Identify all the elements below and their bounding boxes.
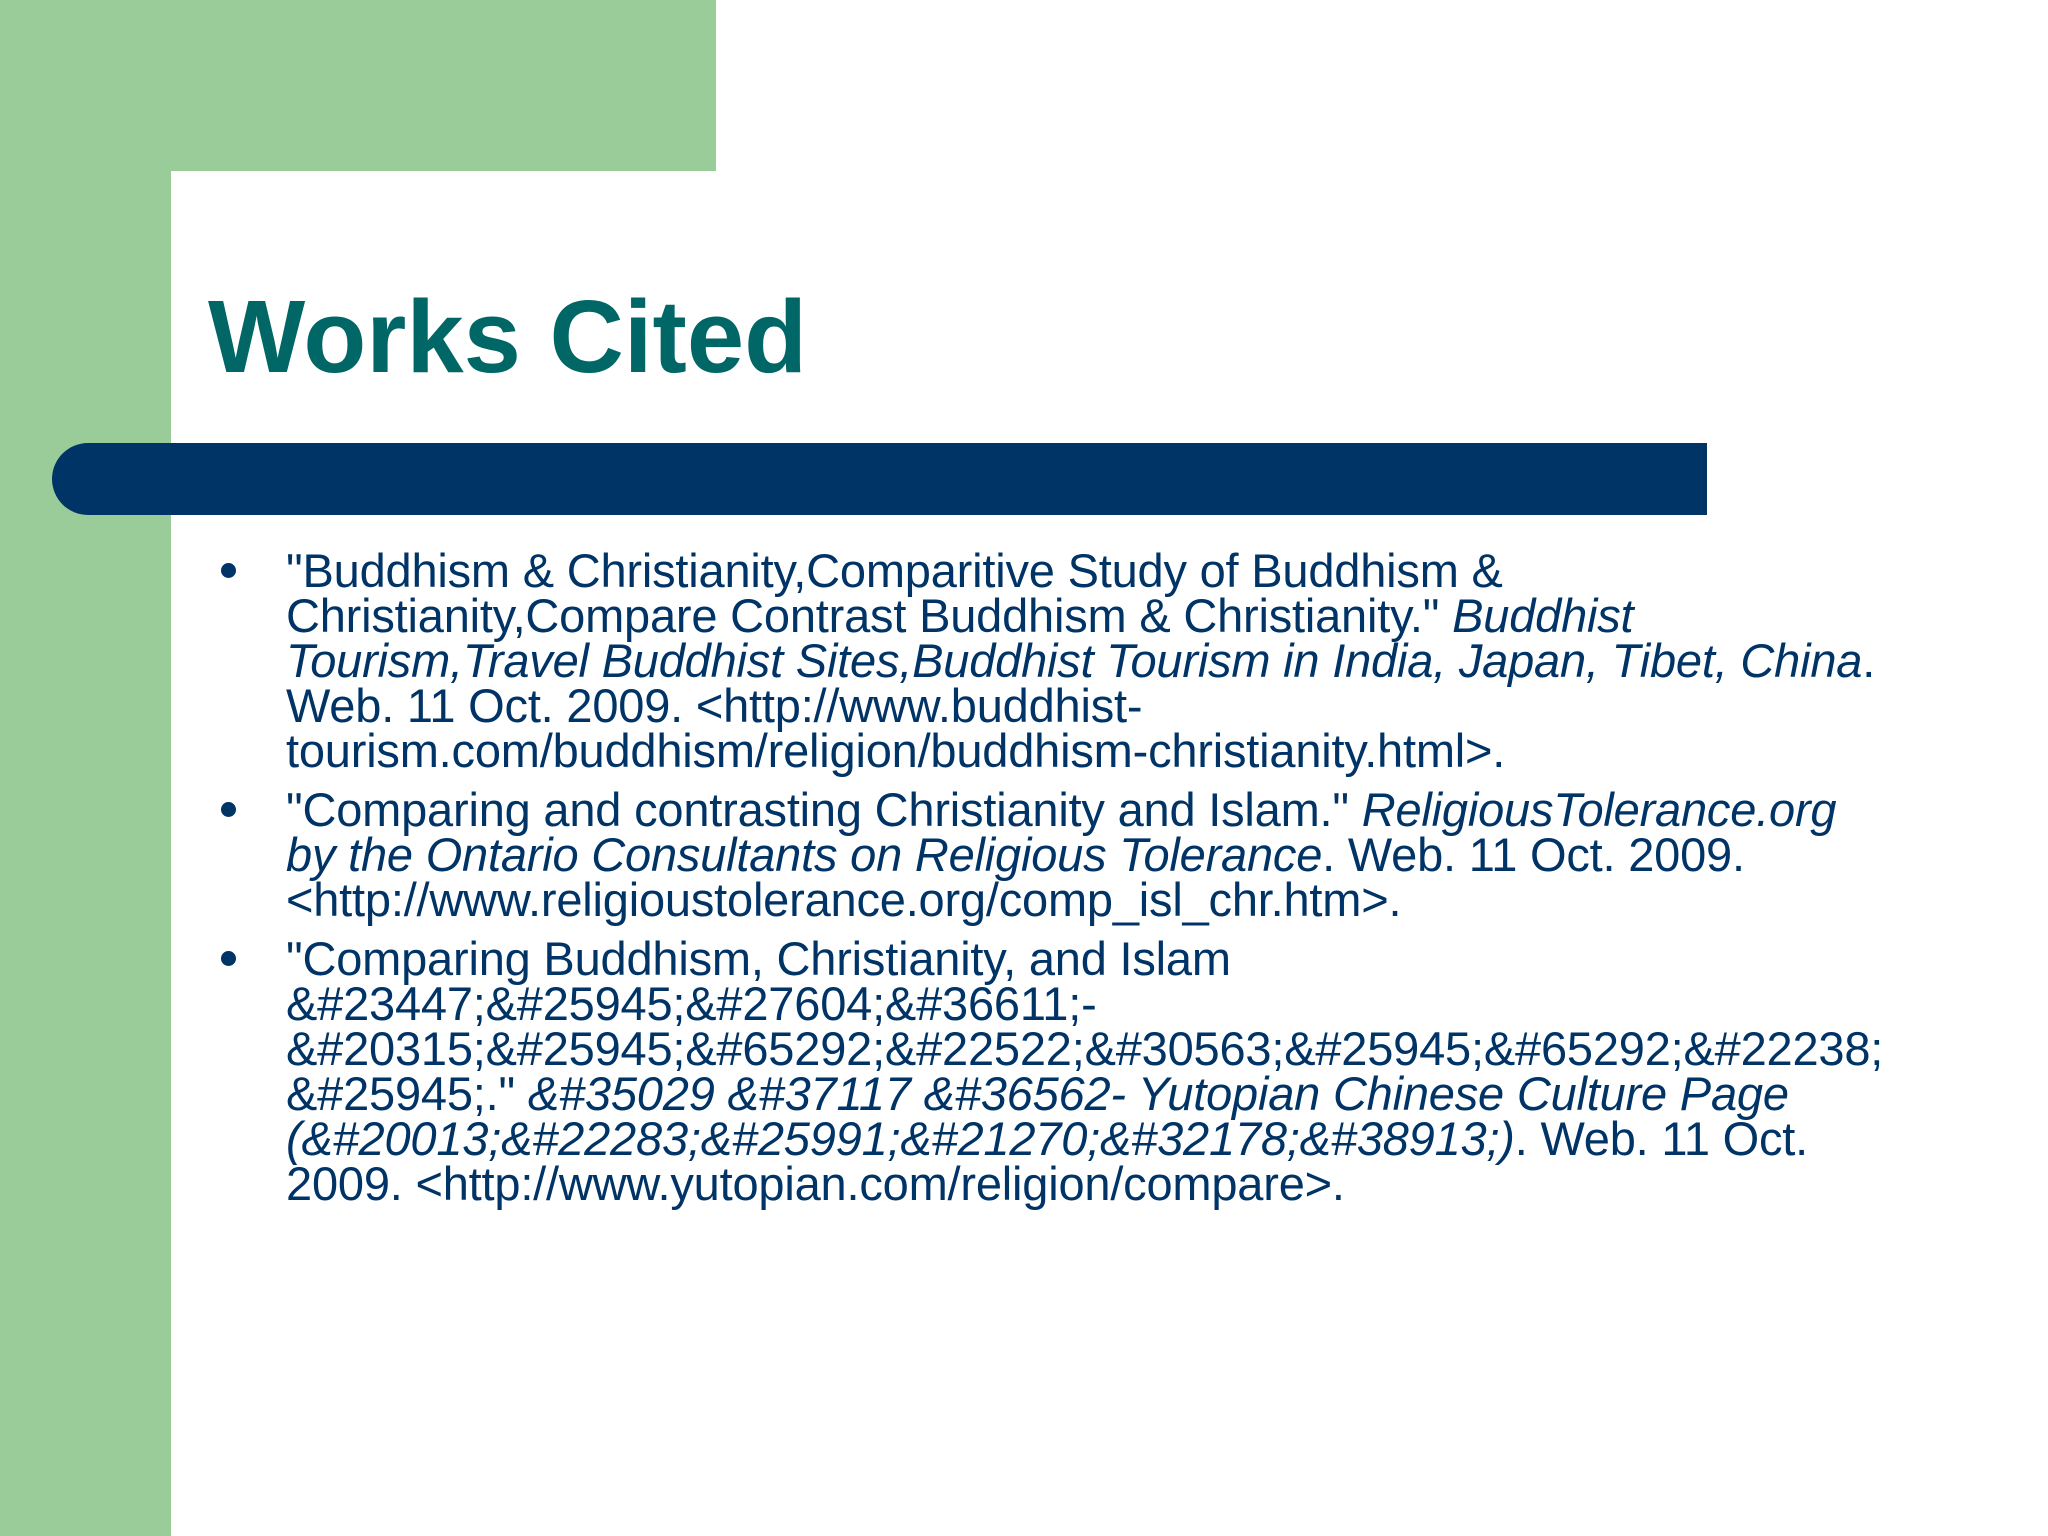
citation-title: "Comparing and contrasting Christianity and Islam." xyxy=(286,783,1362,836)
left-green-band xyxy=(0,0,171,1536)
works-cited-list xyxy=(208,544,1888,1220)
top-green-band xyxy=(0,0,716,171)
citation-text xyxy=(286,932,1888,1210)
citation-item-1 xyxy=(208,544,1888,777)
citation-item-2 xyxy=(208,783,1888,926)
bullet-icon xyxy=(218,550,238,590)
citation-item-3 xyxy=(208,932,1888,1210)
citation-access-info: . Web. 11 Oct. 2009. <http://www.yutopian.com/religion/compare>. xyxy=(286,1112,1809,1210)
bullet-icon xyxy=(218,789,238,829)
citation-container: ReligiousTolerance.org by the Ontario Consultants on Religious Tolerance xyxy=(286,783,1837,881)
slide-title: Works Cited xyxy=(208,279,808,394)
citation-title: "Buddhism & Christianity,Comparitive Study of Buddhism & Christianity,Compare Contrast Buddhism & Christianity." xyxy=(286,544,1503,642)
citation-text xyxy=(286,783,1888,926)
citation-access-info: . Web. 11 Oct. 2009. <http://www.buddhist-tourism.com/buddhism/religion/buddhism-christianity.html>. xyxy=(286,634,1876,777)
citation-title: "Comparing Buddhism, Christianity, and Islam &#23447;&#25945;&#27604;&#36611;-&#20315;&#25945;&#65292;&#22522;&#30563;&#25945;&#65292;&#22238;&#25945;." xyxy=(286,932,1884,1120)
citation-access-info: . Web. 11 Oct. 2009. <http://www.religioustolerance.org/comp_isl_chr.htm>. xyxy=(286,828,1745,926)
citation-text xyxy=(286,544,1888,777)
citation-container: &#35029 &#37117 &#36562- Yutopian Chinese Culture Page (&#20013;&#22283;&#25991;&#21270;&#32178;&#38913;) xyxy=(286,1067,1789,1165)
bullet-icon xyxy=(218,938,238,978)
title-underline-bar xyxy=(52,443,1707,515)
citation-container: Buddhist Tourism,Travel Buddhist Sites,Buddhist Tourism in India, Japan, Tibet, China xyxy=(286,589,1863,687)
